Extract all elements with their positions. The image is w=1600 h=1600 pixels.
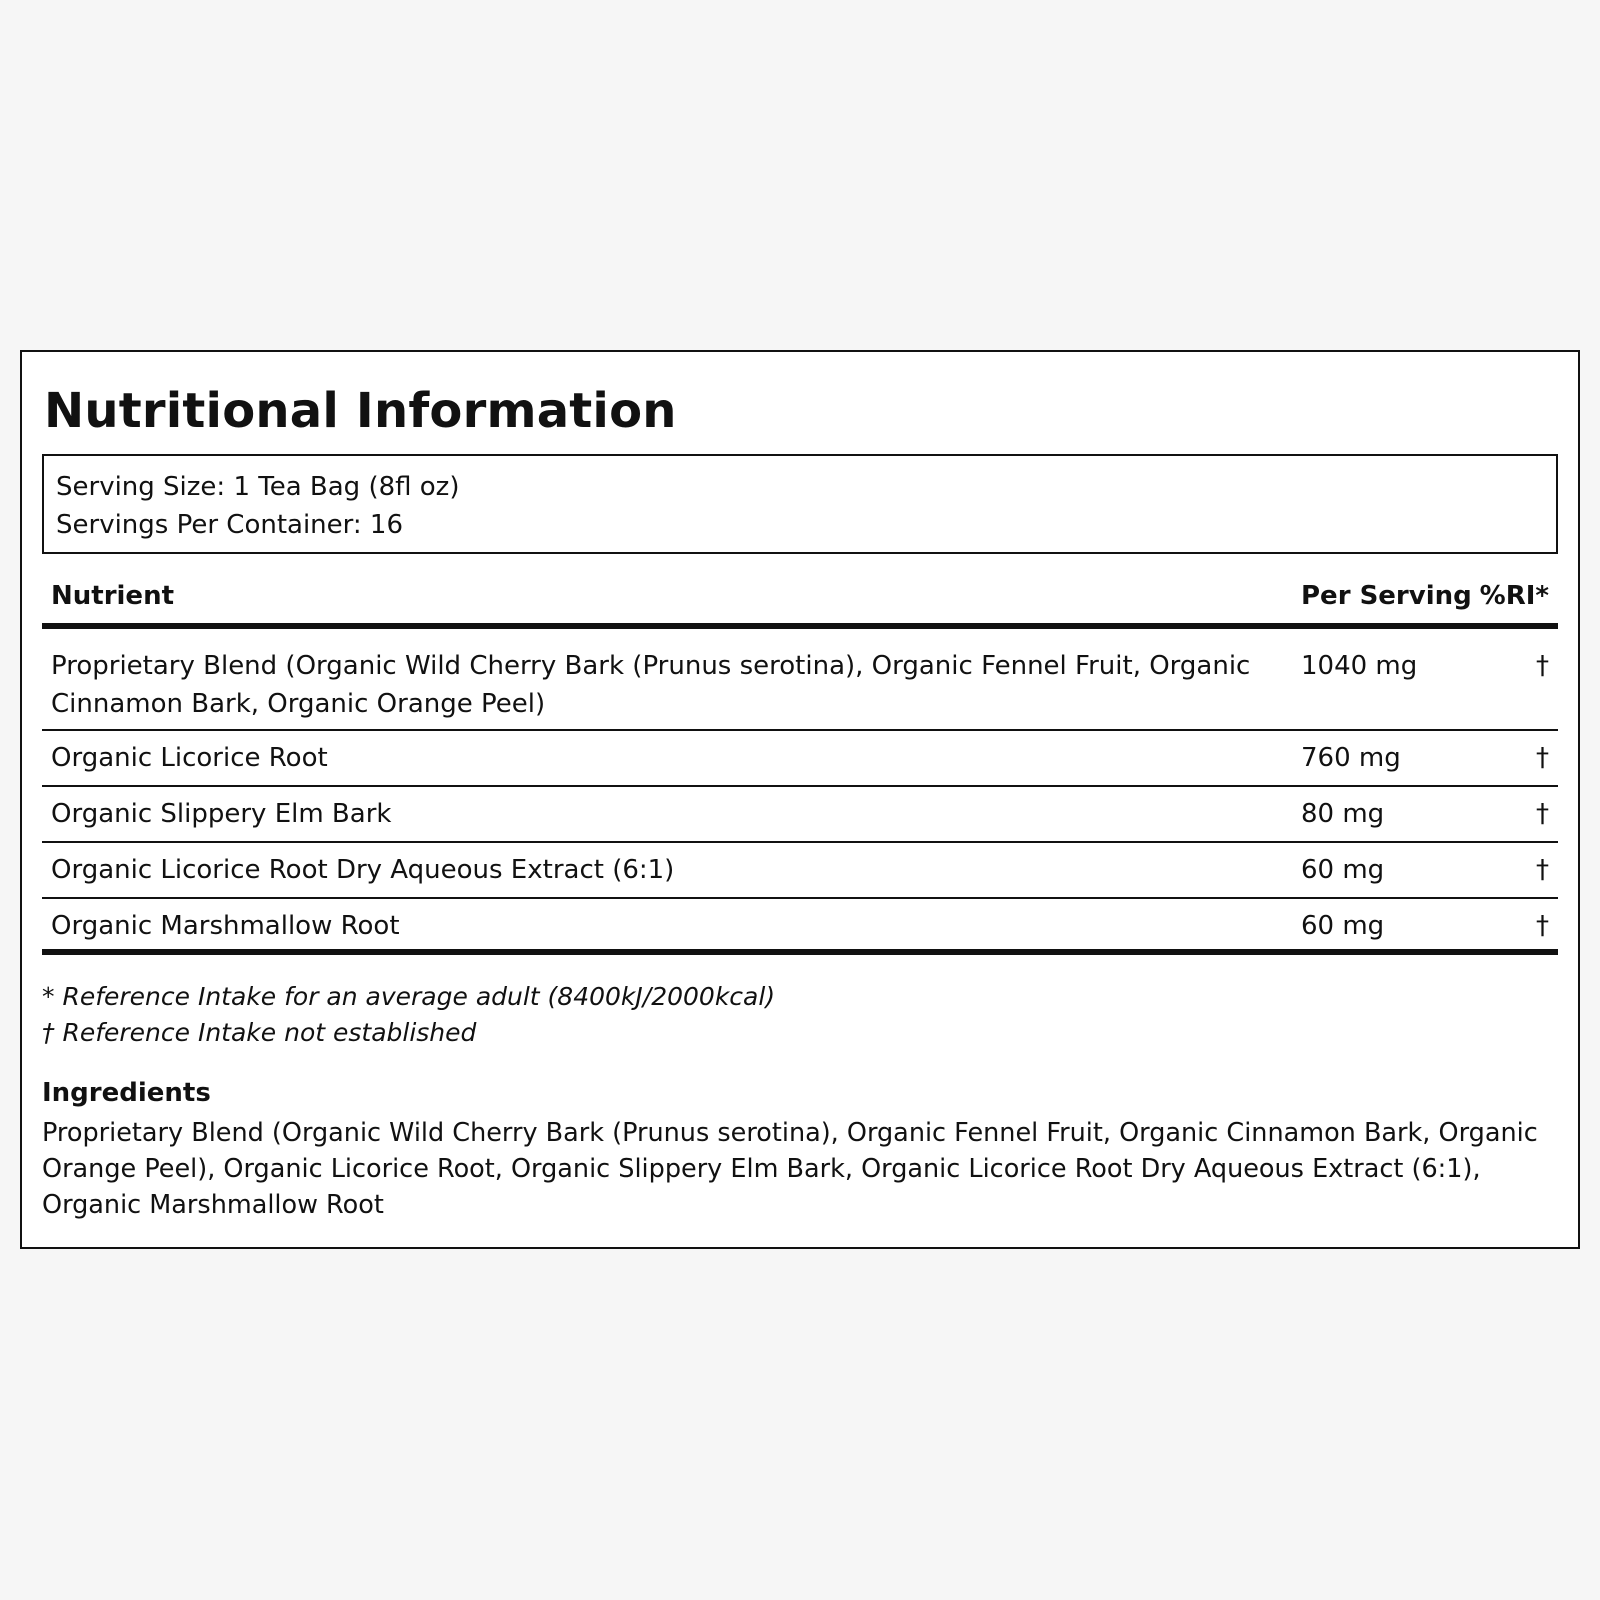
footnote-reference-intake: * Reference Intake for an average adult (8400kJ/2000kcal) (42, 982, 776, 1011)
nutrient-name: Proprietary Blend (Organic Wild Cherry Bark (Prunus serotina), Organic Fennel Fruit, Organic Cinnamon Bark, Organic Orange Peel) (51, 651, 1251, 719)
serving-size: Serving Size: 1 Tea Bag (8fl oz) (56, 472, 460, 502)
nutrient-amount: 60 mg (1301, 855, 1385, 885)
header-nutrient: Nutrient (51, 581, 175, 611)
ingredients-heading: Ingredients (42, 1078, 211, 1108)
nutrient-name: Organic Licorice Root (51, 743, 328, 773)
nutrient-ri: † (1536, 911, 1549, 941)
table-row (42, 787, 1558, 843)
nutrient-table (42, 576, 1558, 955)
nutrient-ri: † (1536, 651, 1549, 681)
nutrient-amount: 60 mg (1301, 911, 1385, 941)
serving-info-box (42, 454, 1558, 554)
nutrient-amount: 80 mg (1301, 799, 1385, 829)
nutrient-name: Organic Slippery Elm Bark (51, 799, 392, 829)
servings-per-container: Servings Per Container: 16 (56, 510, 404, 540)
footnotes (42, 979, 1558, 1051)
footnote-not-established: † Reference Intake not established (42, 1018, 477, 1047)
nutrient-ri: † (1536, 799, 1549, 829)
nutrient-ri: † (1536, 743, 1549, 773)
label-title: Nutritional Information (44, 383, 677, 439)
table-row (42, 731, 1558, 787)
nutrient-amount: 760 mg (1301, 743, 1401, 773)
nutrient-ri: † (1536, 855, 1549, 885)
nutrient-name: Organic Marshmallow Root (51, 911, 400, 941)
header-per-serving: Per Serving (1301, 581, 1472, 611)
nutrient-name: Organic Licorice Root Dry Aqueous Extract (6:1) (51, 855, 675, 885)
ingredients-text: Proprietary Blend (Organic Wild Cherry Bark (Prunus serotina), Organic Fennel Fruit, Organic Cinnamon Bark, Organic Orange Peel), Organic Licorice Root, Organic Slippery Elm Bark, Organic Licorice Root Dry Aqueous Extract (6:1), Organic Marshmallow Root (42, 1118, 1538, 1220)
header-ri: %RI* (1479, 581, 1549, 611)
table-row (42, 629, 1558, 731)
table-row (42, 899, 1558, 955)
nutrition-label-panel (20, 350, 1580, 1249)
table-header-row (42, 576, 1558, 629)
nutrient-amount: 1040 mg (1301, 651, 1418, 681)
table-row (42, 843, 1558, 899)
